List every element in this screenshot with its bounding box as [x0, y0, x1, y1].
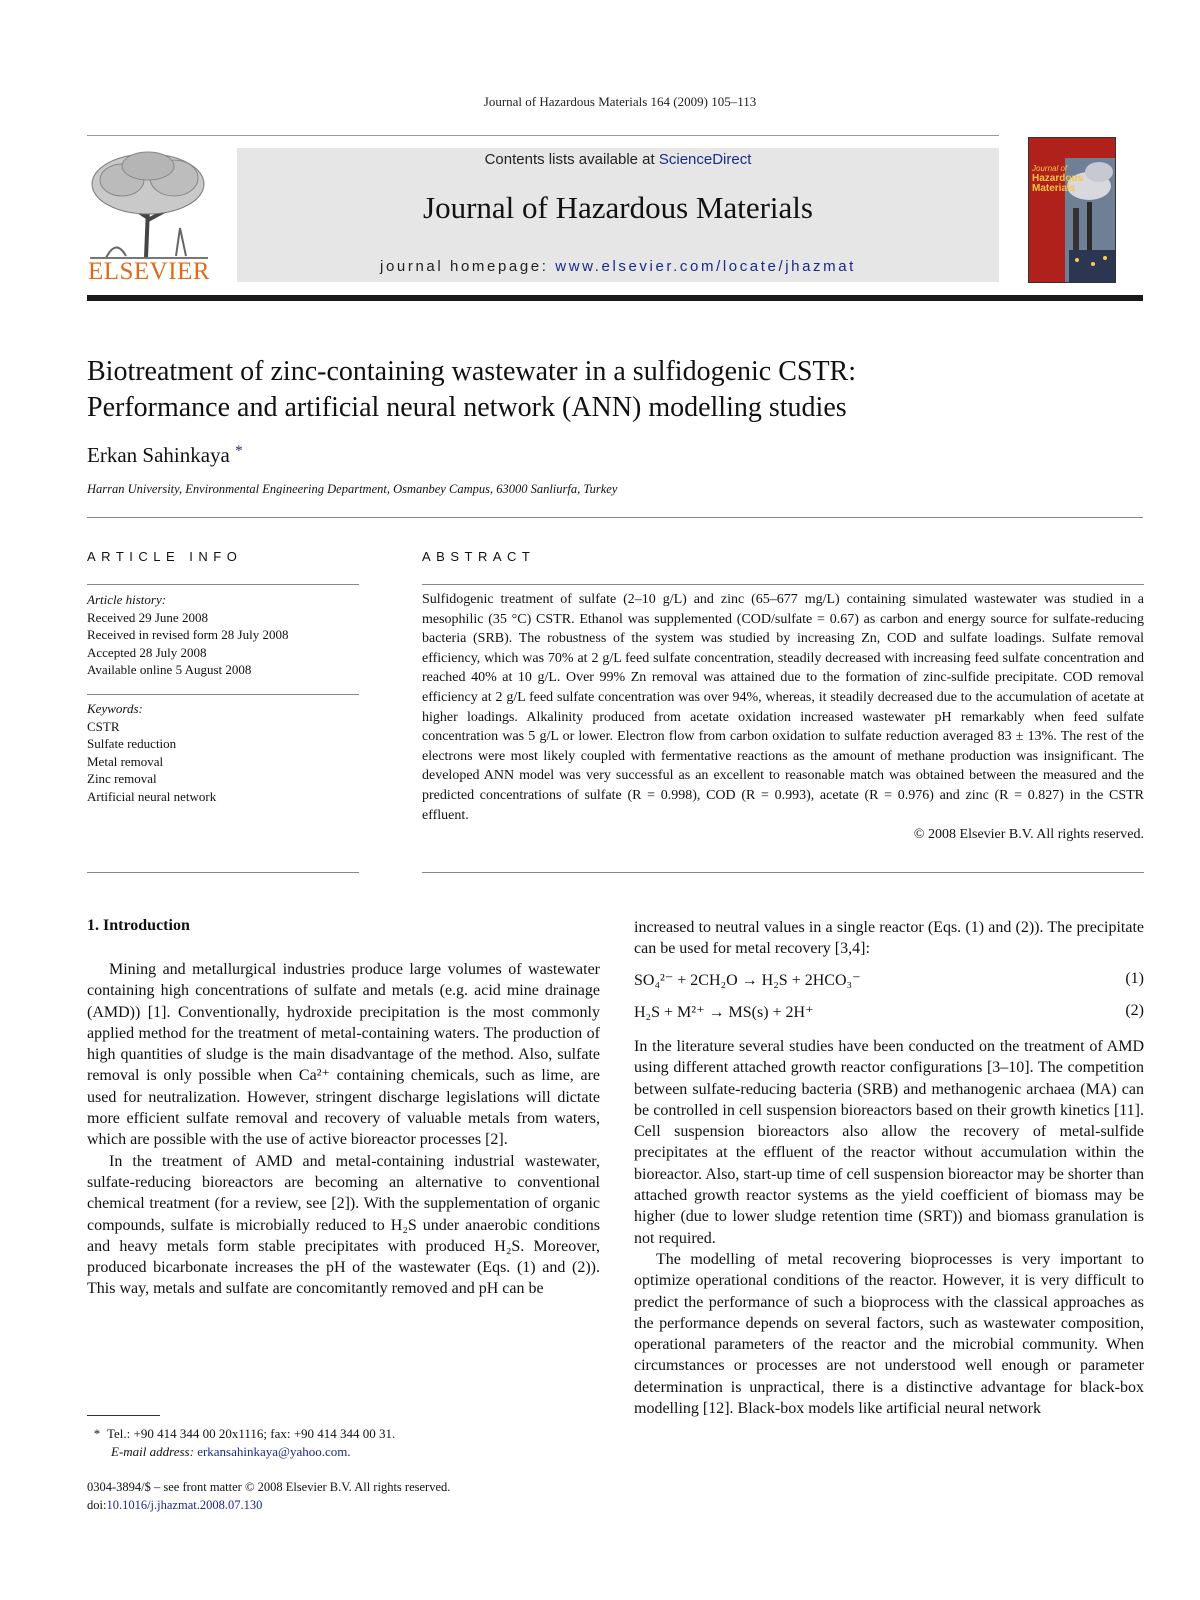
equation-2-number: (2): [1125, 1002, 1144, 1019]
homepage-prefix: journal homepage:: [380, 258, 556, 275]
email-link[interactable]: erkansahinkaya@yahoo.com.: [197, 1443, 351, 1459]
abstract-copyright: © 2008 Elsevier B.V. All rights reserved.: [913, 827, 1144, 843]
abstract-heading: ABSTRACT: [422, 549, 536, 564]
email-label: E-mail address:: [111, 1443, 198, 1459]
article-info-heading: ARTICLE INFO: [87, 549, 243, 564]
author-line: [87, 443, 243, 468]
front-matter-footer: [87, 1478, 607, 1514]
history-item: Received in revised form 28 July 2008: [87, 627, 289, 642]
cover-title-line: Journal of: [1032, 164, 1068, 173]
contents-prefix: Contents lists available at: [484, 151, 659, 168]
right-column: [634, 1036, 1144, 1419]
paragraph: Mining and metallurgical industries produce large volumes of wastewater containing high concentrations of sulfate and metals (e.g. acid mine drainage (AMD)) [1]. Conventionally, hydroxide precipitation is the most commonly applied method for the treatment of metal-containing waters. The production of high quantities of sludge is the main disadvantage of the method. Also, sulfate removal is only possible when Ca²⁺ containing chemicals, such as lime, are used for neutralization. However, stringent discharge legislations will dictate more efficient sulfate removal and recovery of valuable metals from waters, which are possible with the use of active bioreactor processes [2].: [87, 961, 600, 1149]
elsevier-logo[interactable]: [86, 148, 212, 286]
issn-line: 0304-3894/$ – see front matter © 2008 Elsevier B.V. All rights reserved.: [87, 1480, 451, 1494]
footnote-mark: *: [93, 1426, 101, 1441]
paragraph: increased to neutral values in a single reactor (Eqs. (1) and (2)). The precipitate can be used for metal recovery [3,4]:: [634, 919, 1144, 958]
article-info-bottom-rule: [87, 872, 359, 873]
doi-link[interactable]: 10.1016/j.jhazmat.2008.07.130: [106, 1498, 263, 1512]
running-header: Journal of Hazardous Materials 164 (2009) 105–113: [483, 94, 757, 109]
equation-1: [634, 970, 1144, 990]
author-footnote: [87, 1425, 607, 1460]
cover-image-icon: [1029, 138, 1115, 282]
homepage-line: [237, 258, 999, 275]
cover-title: [1032, 164, 1083, 194]
footnote-contact: Tel.: +90 414 344 00 20x1116; fax: +90 414 344 00 31.: [107, 1426, 396, 1441]
masthead-rule: [87, 295, 1143, 301]
title-rule: [87, 517, 1143, 518]
keywords-rule: [87, 694, 359, 695]
title-line-1: Biotreatment of zinc-containing wastewater in a sulfidogenic CSTR:: [87, 356, 857, 387]
tree-icon: [86, 148, 212, 260]
keyword-item: Sulfate reduction: [87, 736, 177, 751]
paragraph: In the literature several studies have been conducted on the treatment of AMD using different attached growth reactor configurations [3–10]. The competition between sulfate-reducing bacteria (SRB) and methanogenic archaea (MA) can be controlled in cell suspension bioreactors based on their growth kinetics [11]. Cell suspension bioreactors also allow the recovery of metal-sulfide precipitates at the effluent of the reactor without accumulation within the bioreactor. Also, start-up time of cell suspension bioreactor may be shorter than attached growth reactor systems as the yield coefficient of biomass may be higher (due to lower sludge retention time (SRT)) and biomass granulation is not required.: [634, 1038, 1144, 1247]
abstract-text: Sulfidogenic treatment of sulfate (2–10 g/L) and zinc (65–677 mg/L) containing simulated wastewater was studied in a mesophilic (35 °C) CSTR. Ethanol was supplemented (COD/sulfate = 0.67) as carbon and energy source for sulfate-reducing bacteria (SRB). The robustness of the system was studied by increasing Zn, COD and sulfate loadings. Sulfate removal efficiency, which was 70% at 2 g/L feed sulfate concentration, steadily decreased with increasing feed sulfate concentration and reached 40% at 10 g/L. Over 99% Zn removal was attained due to the formation of zinc-sulfide precipitate. COD removal efficiency at 2 g/L feed sulfate concentration was over 94%, whereas, it steadily decreased due to the accumulation of acetate at higher loadings. Alkalinity produced from acetate oxidation increased wastewater pH remarkably when feed sulfate concentration was 5 g/L or lower. Electron flow from carbon oxidation to sulfate reduction averaged 83 ± 13%. The rest of the electrons were most likely coupled with fermentative reactions as the amount of methane production was insignificant. The developed ANN model was very successful as an excellent to reasonable match was obtained between the measured and the predicted concentrations of sulfate (R = 0.998), COD (R = 0.993), acetate (R = 0.976) and zinc (R = 0.827) in the CSTR effluent.: [422, 592, 1144, 823]
equation-2: [634, 1002, 1144, 1022]
cover-title-line: Materials: [1032, 183, 1076, 194]
history-item: Received 29 June 2008: [87, 609, 208, 625]
header-rule: [87, 135, 999, 136]
article-title: [87, 354, 1147, 426]
keyword-item: CSTR: [87, 718, 120, 734]
paragraph: The modelling of metal recovering bioprocesses is very important to optimize operational conditions of the reactor. However, it is very difficult to predict the performance of such a bioprocess with the classical approaches as the performance depends on several factors, such as wastewater composition, operational parameters of the reactor and the microbial community. When circumstances or processes are not understood well enough or parameter determination is unpractical, there is a distinctive advantage for black-box modelling [12]. Black-box models like artificial neural network: [634, 1250, 1144, 1418]
keyword-item: Artificial neural network: [87, 788, 217, 804]
history-label: Article history:: [87, 592, 167, 607]
equation-2-text: H₂S + M²⁺ → MS(s) + 2H⁺: [634, 1004, 814, 1021]
article-history: [87, 591, 357, 679]
cover-title-line: Hazardous: [1032, 173, 1084, 184]
history-item: Accepted 28 July 2008: [87, 644, 207, 660]
left-column: [87, 959, 600, 1300]
sciencedirect-link[interactable]: ScienceDirect: [658, 151, 752, 168]
section-heading-introduction: 1. Introduction: [87, 917, 190, 934]
paragraph: In the treatment of AMD and metal-containing industrial wastewater, sulfate-reducing bioreactors are becoming an alternative to conventional chemical treatment (for a review, see [2]). With the supplementation of organic compounds, sulfate is microbially reduced to H₂S under anaerobic conditions and heavy metals form stable precipitates with produced H₂S. Moreover, produced bicarbonate increases the pH of the wastewater (Eqs. (1) and (2)). This way, metals and sulfate are concomitantly removed and pH can be: [87, 1152, 600, 1298]
journal-title: Journal of Hazardous Materials: [423, 190, 813, 225]
elsevier-wordmark: ELSEVIER: [87, 258, 211, 285]
title-line-2: Performance and artificial neural network (ANN) modelling studies: [87, 392, 847, 423]
article-info-rule: [87, 584, 359, 585]
keywords-label: Keywords:: [87, 701, 143, 716]
right-column-top: [634, 917, 1144, 960]
homepage-link[interactable]: www.elsevier.com/locate/jhazmat: [555, 258, 856, 275]
doi-label: doi:: [87, 1498, 107, 1512]
keyword-item: Zinc removal: [87, 771, 157, 786]
abstract-rule: [422, 584, 1144, 585]
author-name: Erkan Sahinkaya: [87, 443, 230, 467]
affiliation: Harran University, Environmental Engineering Department, Osmanbey Campus, 63000 Sanliurfa, Turkey: [87, 482, 618, 496]
equation-1-text: SO₄²⁻ + 2CH₂O → H₂S + 2HCO₃⁻: [634, 972, 861, 989]
abstract-bottom-rule: [422, 872, 1144, 873]
equation-1-number: (1): [1125, 970, 1144, 987]
keywords: [87, 700, 357, 805]
keyword-item: Metal removal: [87, 753, 164, 769]
journal-cover[interactable]: [1028, 137, 1116, 283]
abstract-body: [422, 590, 1144, 845]
footnote-rule: [87, 1415, 160, 1416]
author-footnote-link[interactable]: *: [235, 443, 243, 459]
history-item: Available online 5 August 2008: [87, 662, 252, 677]
journal-banner: [237, 148, 999, 282]
contents-line: [237, 151, 999, 168]
